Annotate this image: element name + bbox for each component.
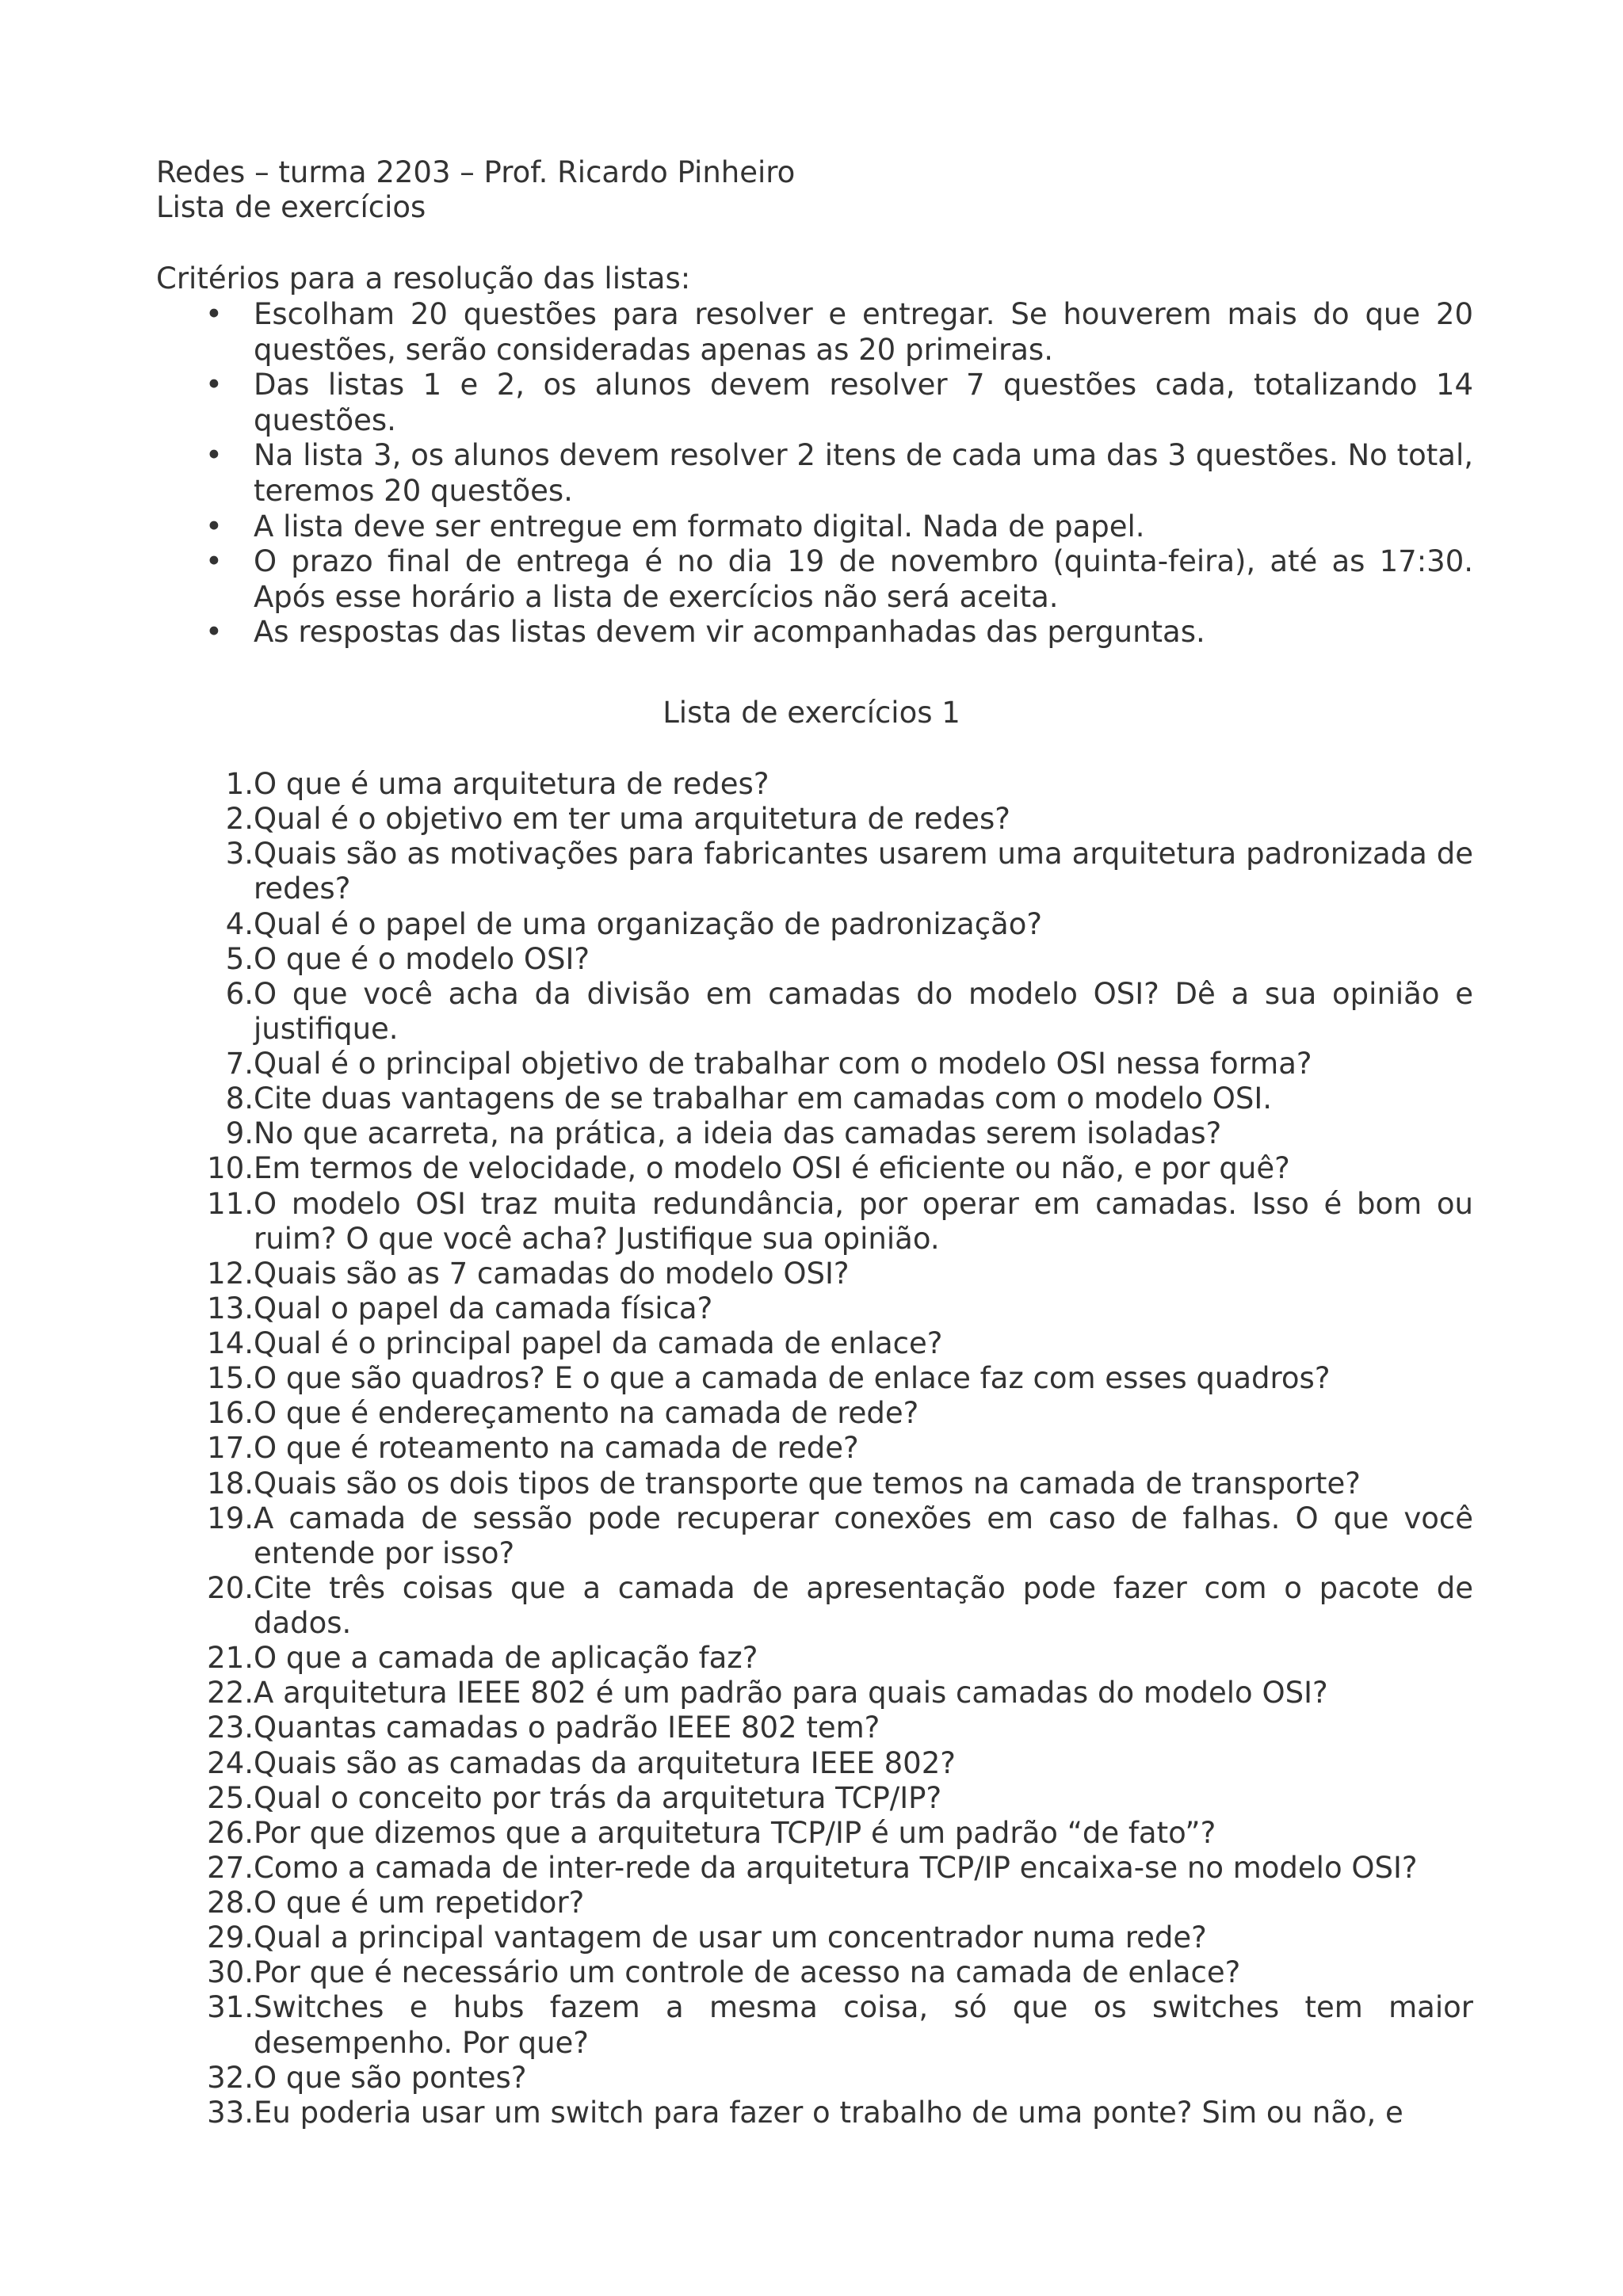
question-number: 5. xyxy=(225,941,254,976)
question-item xyxy=(156,1257,1473,1291)
question-item xyxy=(156,1920,1473,1955)
question-item xyxy=(156,1851,1473,1886)
question-number: 20. xyxy=(207,1570,254,1605)
bullet-icon: • xyxy=(205,297,223,331)
question-text: Eu poderia usar um switch para fazer o trabalho de uma ponte? Sim ou não, e xyxy=(254,2095,1403,2130)
question-number: 19. xyxy=(207,1501,254,1535)
question-item xyxy=(156,837,1473,906)
question-item xyxy=(156,1711,1473,1745)
section-title: Lista de exercícios 1 xyxy=(663,696,960,730)
question-item xyxy=(156,1361,1473,1396)
question-text: Quais são os dois tipos de transporte que temos na camada de transporte? xyxy=(254,1466,1361,1501)
question-item xyxy=(156,1116,1473,1151)
question-text: O que é um repetidor? xyxy=(254,1886,585,1920)
question-number: 29. xyxy=(207,1920,254,1955)
question-list xyxy=(156,767,1473,2130)
question-item xyxy=(156,1291,1473,1326)
question-item xyxy=(156,1781,1473,1816)
bullet-icon: • xyxy=(205,368,223,402)
question-text: O modelo OSI traz muita redundância, por operar em camadas. Isso é bom ou ruim? O que você acha? Justifique sua opinião. xyxy=(254,1186,1473,1256)
question-text: Cite duas vantagens de se trabalhar em camadas com o modelo OSI. xyxy=(254,1081,1273,1116)
question-item xyxy=(156,1955,1473,1990)
question-text: O que é o modelo OSI? xyxy=(254,941,590,976)
question-number: 16. xyxy=(207,1396,254,1431)
question-item xyxy=(156,1501,1473,1571)
question-item xyxy=(156,802,1473,837)
question-number: 7. xyxy=(225,1047,254,1081)
question-item xyxy=(156,1571,1473,1641)
question-text: Qual a principal vantagem de usar um concentrador numa rede? xyxy=(254,1920,1207,1955)
criteria-item-text: Na lista 3, os alunos devem resolver 2 itens de cada uma das 3 questões. No total, teremos 20 questões. xyxy=(254,438,1473,508)
question-number: 24. xyxy=(207,1745,254,1780)
question-text: A camada de sessão pode recuperar conexões em caso de falhas. O que você entende por isso? xyxy=(254,1501,1473,1570)
question-item xyxy=(156,1047,1473,1081)
question-number: 2. xyxy=(225,802,254,837)
question-text: Switches e hubs fazem a mesma coisa, só que os switches tem maior desempenho. Por que? xyxy=(254,1990,1473,2060)
bullet-icon: • xyxy=(205,615,223,650)
question-number: 27. xyxy=(207,1850,254,1885)
question-text: Cite três coisas que a camada de apresentação pode fazer com o pacote de dados. xyxy=(254,1570,1473,1640)
question-text: Quais são as motivações para fabricantes usarem uma arquitetura padronizada de redes? xyxy=(254,837,1473,906)
question-number: 18. xyxy=(207,1466,254,1501)
question-text: Como a camada de inter-rede da arquitetura TCP/IP encaixa-se no modelo OSI? xyxy=(254,1850,1418,1885)
question-text: A arquitetura IEEE 802 é um padrão para quais camadas do modelo OSI? xyxy=(254,1676,1328,1711)
question-text: Qual o conceito por trás da arquitetura TCP/IP? xyxy=(254,1780,942,1815)
criteria-item-text: O prazo final de entrega é no dia 19 de novembro (quinta-feira), até as 17:30. Após esse horário a lista de exercícios não será aceita. xyxy=(254,544,1473,614)
question-number: 17. xyxy=(207,1431,254,1466)
question-number: 8. xyxy=(225,1081,254,1116)
question-text: No que acarreta, na prática, a ideia das camadas serem isoladas? xyxy=(254,1116,1222,1151)
question-text: Quais são as 7 camadas do modelo OSI? xyxy=(254,1256,850,1291)
question-item xyxy=(156,1676,1473,1711)
question-text: Por que é necessário um controle de acesso na camada de enlace? xyxy=(254,1955,1241,1990)
criteria-item-text: Escolham 20 questões para resolver e entregar. Se houverem mais do que 20 questões, serão consideradas apenas as 20 primeiras. xyxy=(254,297,1473,367)
bullet-icon: • xyxy=(205,438,223,473)
question-number: 15. xyxy=(207,1361,254,1396)
criteria-item xyxy=(156,509,1473,545)
bullet-icon: • xyxy=(205,544,223,579)
question-text: O que é endereçamento na camada de rede? xyxy=(254,1396,919,1431)
criteria-item-text: Das listas 1 e 2, os alunos devem resolver 7 questões cada, totalizando 14 questões. xyxy=(254,368,1473,437)
question-text: O que a camada de aplicação faz? xyxy=(254,1641,758,1676)
question-item xyxy=(156,1151,1473,1186)
question-item xyxy=(156,942,1473,977)
question-text: O que é uma arquitetura de redes? xyxy=(254,767,769,801)
question-item xyxy=(156,1990,1473,2060)
criteria-item xyxy=(156,615,1473,650)
criteria-item xyxy=(156,368,1473,438)
document-title: Lista de exercícios xyxy=(156,190,426,224)
question-item xyxy=(156,1466,1473,1501)
question-text: Qual é o papel de uma organização de padronização? xyxy=(254,906,1043,941)
question-number: 12. xyxy=(207,1256,254,1291)
question-item xyxy=(156,1396,1473,1431)
question-text: O que são quadros? E o que a camada de enlace faz com esses quadros? xyxy=(254,1361,1331,1396)
question-text: Qual o papel da camada física? xyxy=(254,1291,713,1325)
question-number: 25. xyxy=(207,1780,254,1815)
question-number: 1. xyxy=(225,767,254,801)
criteria-item xyxy=(156,438,1473,509)
question-number: 11. xyxy=(207,1186,254,1221)
question-item xyxy=(156,1431,1473,1466)
question-item xyxy=(156,907,1473,942)
question-number: 23. xyxy=(207,1711,254,1745)
question-text: Quantas camadas o padrão IEEE 802 tem? xyxy=(254,1711,880,1745)
question-item xyxy=(156,1886,1473,1920)
question-text: Qual é o principal papel da camada de enlace? xyxy=(254,1326,943,1360)
question-item xyxy=(156,1326,1473,1361)
question-item xyxy=(156,2096,1473,2130)
question-number: 32. xyxy=(207,2060,254,2095)
question-text: O que é roteamento na camada de rede? xyxy=(254,1431,859,1466)
course-line: Redes – turma 2203 – Prof. Ricardo Pinheiro xyxy=(156,155,796,189)
question-text: Qual é o objetivo em ter uma arquitetura de redes? xyxy=(254,802,1010,837)
question-item xyxy=(156,1816,1473,1851)
question-item xyxy=(156,977,1473,1047)
question-number: 21. xyxy=(207,1641,254,1676)
bullet-icon: • xyxy=(205,509,223,543)
question-item xyxy=(156,1081,1473,1116)
question-item xyxy=(156,2061,1473,2096)
question-number: 13. xyxy=(207,1291,254,1325)
question-number: 14. xyxy=(207,1326,254,1360)
question-item xyxy=(156,767,1473,802)
question-number: 4. xyxy=(225,906,254,941)
question-number: 22. xyxy=(207,1676,254,1711)
question-text: O que são pontes? xyxy=(254,2060,527,2095)
question-number: 6. xyxy=(225,976,254,1011)
question-number: 26. xyxy=(207,1815,254,1850)
question-number: 9. xyxy=(225,1116,254,1151)
criteria-item xyxy=(156,297,1473,368)
question-item xyxy=(156,1187,1473,1257)
criteria-heading: Critérios para a resolução das listas: xyxy=(156,261,691,296)
question-number: 3. xyxy=(225,837,254,871)
question-item xyxy=(156,1641,1473,1676)
question-number: 10. xyxy=(207,1151,254,1186)
question-text: O que você acha da divisão em camadas do modelo OSI? Dê a sua opinião e justifique. xyxy=(254,976,1473,1046)
question-number: 31. xyxy=(207,1990,254,2025)
criteria-item-text: A lista deve ser entregue em formato digital. Nada de papel. xyxy=(254,509,1145,543)
criteria-item xyxy=(156,544,1473,615)
question-item xyxy=(156,1746,1473,1781)
question-number: 33. xyxy=(207,2095,254,2130)
criteria-item-text: As respostas das listas devem vir acompanhadas das perguntas. xyxy=(254,615,1205,650)
question-text: Em termos de velocidade, o modelo OSI é eficiente ou não, e por quê? xyxy=(254,1151,1290,1186)
criteria-list xyxy=(156,297,1473,650)
question-text: Qual é o principal objetivo de trabalhar com o modelo OSI nessa forma? xyxy=(254,1047,1312,1081)
question-number: 30. xyxy=(207,1955,254,1990)
question-text: Por que dizemos que a arquitetura TCP/IP é um padrão “de fato”? xyxy=(254,1815,1216,1850)
question-number: 28. xyxy=(207,1886,254,1920)
question-text: Quais são as camadas da arquitetura IEEE 802? xyxy=(254,1745,956,1780)
